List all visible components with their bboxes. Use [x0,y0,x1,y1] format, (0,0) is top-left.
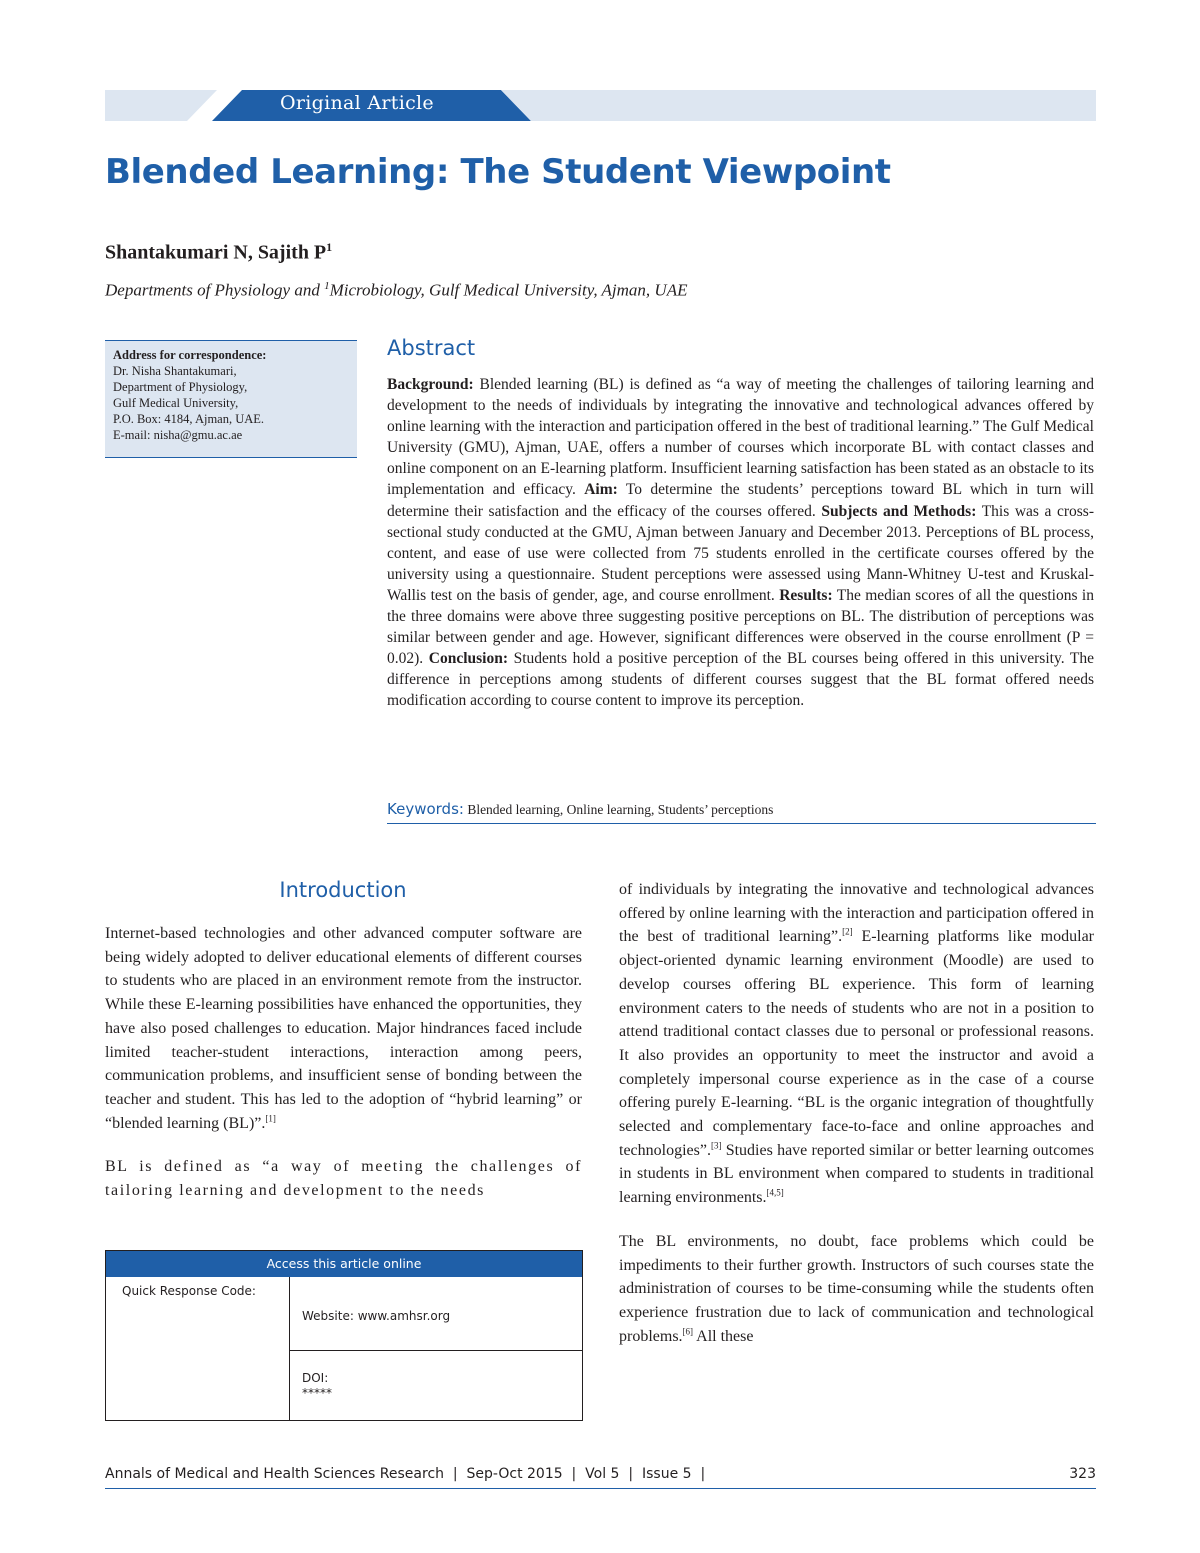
citation-ref: [2] [842,927,853,938]
paragraph [619,878,1094,1210]
abstract-label-methods: Subjects and Methods: [821,502,977,520]
correspondence-heading: Address for correspondence: [113,348,267,362]
paragraph-text: of individuals by integrating the innovative and technological advances offered by online learning with the interaction and participation offered in the best of traditional learning”. [619,881,1094,946]
correspondence-box [105,340,357,458]
abstract-text: This was a cross-sectional study conducted at the GMU, Ajman between January and December 2013. Perceptions of BL process, content, and ease of use were collected from 75 students enrolled in the certificate courses offered by the university using a questionnaire. Student perceptions were assessed using Mann-Whitney U-test and Kruskal-Wallis test on the basis of gender, age, and course enrollment. [387,502,1094,604]
abstract-label-background: Background: [387,376,474,393]
paragraph [105,922,582,1135]
authors [105,240,332,265]
abstract-body [387,374,1094,712]
paragraph-text: BL is defined as “a way of meeting the challenges of tailoring learning and development to the needs [105,1158,582,1200]
abstract-label-conclusion: Conclusion: [428,650,509,668]
paragraph-text: Internet-based technologies and other advanced computer software are being widely adopted to deliver educational elements of different courses to students who are placed in an environment remote from the instructor. While these E-learning possibilities have enhanced the opportunities, they have also posed challenges to education. Major hindrances faced include limited teacher-student interactions, interaction among peers, communication problems, and insufficient sense of bonding between the teacher and student. This has led to the adoption of “hybrid learning” or “blended learning (BL)”. [105,925,582,1132]
footer-divider [105,1488,1096,1489]
correspondence-line: Dr. Nisha Shantakumari, [113,364,237,378]
abstract-text: Blended learning (BL) is defined as “a way of meeting the challenges of tailoring learning and development to the needs of individuals by integrating the innovative and technological advances offered by online learning with the interaction and participation offered in the best of traditional learning.” The Gulf Medical University (GMU), Ajman, UAE, offers a number of courses which incorporate BL with contact classes and online component on an E-learning platform. Insufficient learning satisfaction has been stated as an obstacle to its implementation and efficacy. [387,376,1094,499]
access-box-divider [289,1350,583,1351]
access-box-header: Access this article online [106,1251,582,1277]
paragraph-text: The BL environments, no doubt, face problems which could be impediments to their further growth. Instructors of such courses state the administration of courses to be time-consuming while the students often experience frustration due to lack of communication and technological problems. [619,1232,1094,1345]
abstract-label-aim: Aim: [584,481,618,499]
citation-ref: [4,5] [766,1187,784,1198]
correspondence-email: E-mail: nisha@gmu.ac.ae [113,428,243,442]
citation-ref: [1] [265,1113,276,1124]
access-box-divider [289,1277,290,1421]
paragraph [619,1230,1094,1349]
article-type-label: Original Article [280,92,434,114]
affiliation-part: Microbiology, Gulf Medical University, Ajman, UAE [329,280,688,300]
journal-footer: Annals of Medical and Health Sciences Research | Sep-Oct 2015 | Vol 5 | Issue 5 | [105,1466,706,1482]
qr-code-label: Quick Response Code: [122,1284,256,1298]
article-title: Blended Learning: The Student Viewpoint [105,152,891,192]
paragraph-text: All these [693,1327,754,1345]
doi-value: ***** [302,1386,332,1400]
keywords-divider [387,823,1096,824]
affiliation-marker: 1 [324,280,330,292]
website-link[interactable]: Website: www.amhsr.org [302,1309,451,1323]
body-column-left [105,922,582,1223]
paragraph-text: E-learning platforms like modular object-oriented dynamic learning environment (Moodle) are used to develop courses offering BL experience. This form of learning environment caters to the needs of students who are not in a position to attend traditional contact classes due to personal or professional reasons. It also provides an opportunity to meet the instructor and avoid a completely impersonal course experience as in the case of a course offering purely E-learning. “BL is the organic integration of thoughtfully selected and complementary face-to-face and online approaches and technologies”. [619,928,1094,1159]
keywords-text: Blended learning, Online learning, Students’ perceptions [463,802,774,817]
author-affiliation-marker: 1 [326,240,333,254]
abstract-text: The median scores of all the questions in the three domains were above three suggesting positive perceptions on BL. The distribution of perceptions was similar between gender and age. However, significant differences were observed in the course enrollment (P = 0.02). [387,586,1094,668]
article-type-banner [105,90,1096,121]
affiliation [105,280,687,301]
affiliation-part: Departments of Physiology and [105,280,325,300]
abstract-label-results: Results: [779,586,833,604]
correspondence-line: Department of Physiology, [113,380,248,394]
citation-ref: [3] [710,1140,722,1151]
abstract-heading: Abstract [387,336,476,360]
citation-ref: [6] [682,1326,694,1337]
doi-label: DOI: [302,1371,329,1385]
keywords-label: Keywords: [387,800,464,818]
abstract-text: To determine the students’ perceptions toward BL which in turn will determine their satisfaction and the efficacy of the courses offered. [387,481,1094,520]
paragraph-text: Studies have reported similar or better learning outcomes in students in BL environment when compared to students in traditional learning environments. [619,1141,1094,1207]
abstract-text: Students hold a positive perception of the BL courses being offered in this university. The difference in perceptions among students of different courses suggest that the BL format offered needs modification according to course content to improve its perception. [387,650,1094,710]
correspondence-line: P.O. Box: 4184, Ajman, UAE. [113,412,265,426]
page-number: 323 [1069,1466,1096,1482]
introduction-heading: Introduction [279,878,407,902]
paragraph [105,1155,582,1202]
correspondence-line: Gulf Medical University, [113,396,239,410]
author-names: Shantakumari N, Sajith P [105,241,327,264]
body-column-right [619,878,1094,1368]
keywords [387,800,1094,818]
access-article-box [105,1250,583,1421]
